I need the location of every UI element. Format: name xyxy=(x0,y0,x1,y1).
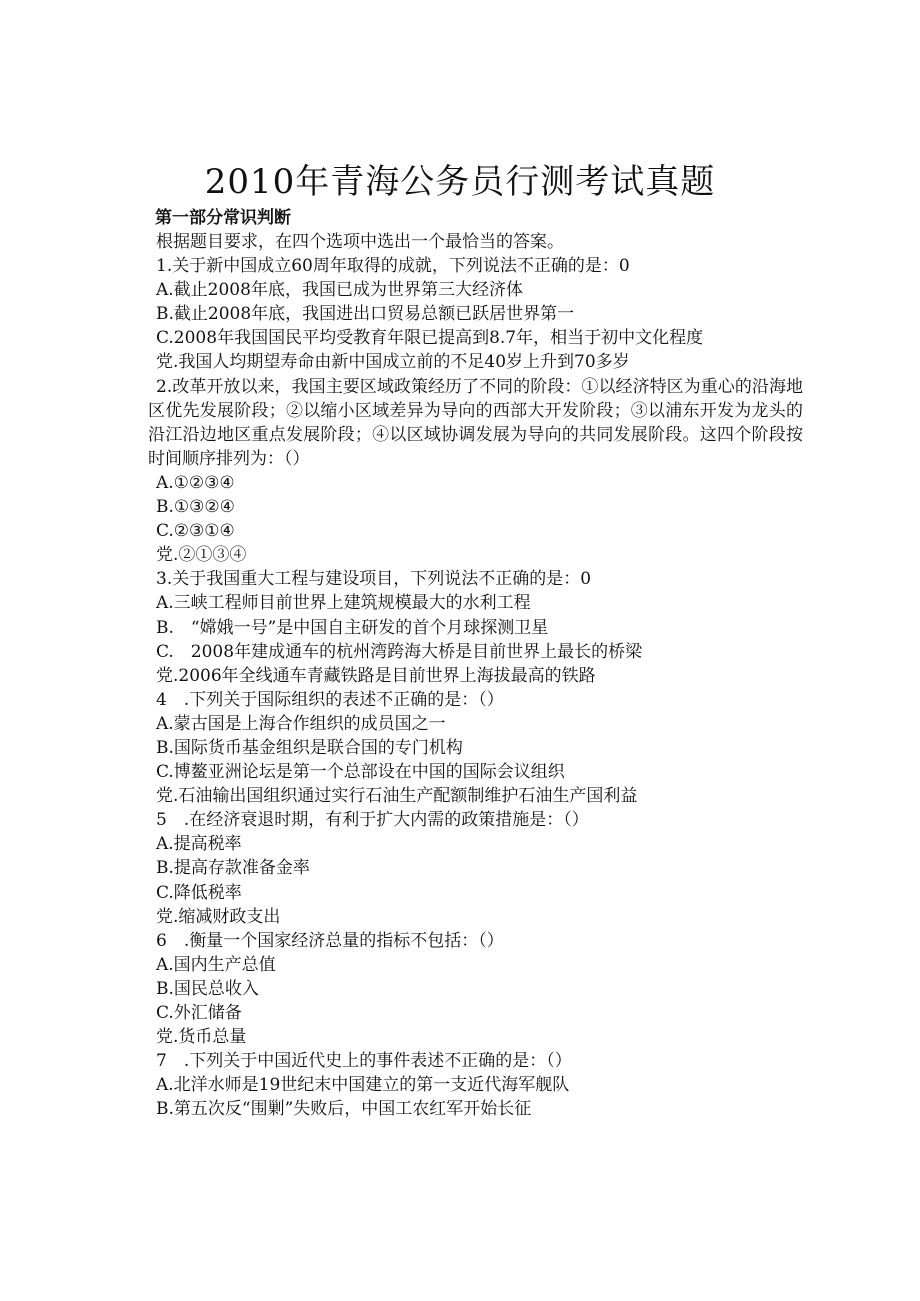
question-7-option-a: A.北洋水师是19世纪末中国建立的第一支近代海军舰队 xyxy=(156,1075,570,1096)
instruction-text: 根据题目要求，在四个选项中选出一个最恰当的答案。 xyxy=(156,232,564,252)
question-3-stem: 3.关于我国重大工程与建设项目，下列说法不正确的是：0 xyxy=(156,569,592,590)
question-list xyxy=(148,230,803,1121)
question-3-option-d: 党.2006年全线通车青藏铁路是目前世界上海拔最高的铁路 xyxy=(156,665,596,686)
question-1-option-d: 党.我国人均期望寿命由新中国成立前的不足40岁上升到70多岁 xyxy=(156,352,630,373)
question-4-option-d: 党.石油输出国组织通过实行石油生产配额制维护石油生产国利益 xyxy=(156,786,638,807)
question-3-option-a: A.三峡工程师目前世界上建筑规模最大的水利工程 xyxy=(156,593,531,614)
question-6-option-a: A.国内生产总值 xyxy=(156,954,276,975)
question-5-option-d: 党.缩减财政支出 xyxy=(156,906,281,927)
question-2-option-d: 党.②①③④ xyxy=(156,545,247,566)
question-2-option-b: B.①③②④ xyxy=(156,497,235,518)
question-4-stem: 4 .下列关于国际组织的表述不正确的是：（） xyxy=(156,689,504,710)
question-7-stem: 7 .下列关于中国近代史上的事件表述不正确的是：（） xyxy=(156,1051,572,1072)
question-6-option-b: B.国民总收入 xyxy=(156,978,259,999)
question-7-option-b: B.第五次反“围剿”失败后，中国工农红军开始长征 xyxy=(156,1099,532,1120)
question-5-option-a: A.提高税率 xyxy=(156,834,242,855)
question-6-option-c: C.外汇储备 xyxy=(156,1003,242,1023)
question-2-option-c: C.②③①④ xyxy=(156,521,235,542)
question-3-option-c: C. 2008年建成通车的杭州湾跨海大桥是目前世界上最长的桥梁 xyxy=(156,641,643,662)
question-4-option-b: B.国际货币基金组织是联合国的专门机构 xyxy=(156,737,463,758)
page-title: 2010年青海公务员行测考试真题 xyxy=(204,162,716,202)
question-1-option-c: C.2008年我国国民平均受教育年限已提高到8.7年，相当于初中文化程度 xyxy=(156,328,704,349)
question-5-stem: 5 .在经济衰退时期，有利于扩大内需的政策措施是：（） xyxy=(156,810,589,831)
question-1-option-a: A.截止2008年底，我国已成为世界第三大经济体 xyxy=(156,280,523,301)
question-2-stem: 2.改革开放以来，我国主要区域政策经历了不同的阶段：①以经济特区为重心的沿海地区优先发展阶段；②以缩小区域差异为导向的西部大开发阶段；③以浦东开发为龙头的沿江沿边地区重点发展阶段；④以区域协调发展为导向的共同发展阶段。这四个阶段按时间顺序排列为：（） xyxy=(148,376,803,469)
section-heading: 第一部分常识判断 xyxy=(155,208,291,228)
question-5-option-c: C.降低税率 xyxy=(156,882,242,903)
question-4-option-a: A.蒙古国是上海合作组织的成员国之一 xyxy=(156,713,446,734)
question-3-option-b: B. “嫦娥一号”是中国自主研发的首个月球探测卫星 xyxy=(156,617,549,638)
question-1-stem: 1.关于新中国成立60周年取得的成就，下列说法不正确的是：0 xyxy=(156,256,630,277)
question-2-option-a: A.①②③④ xyxy=(156,472,235,493)
question-5-option-b: B.提高存款准备金率 xyxy=(156,858,310,879)
question-4-option-c: C.博鳌亚洲论坛是第一个总部设在中国的国际会议组织 xyxy=(156,762,565,783)
question-1-option-b: B.截止2008年底，我国进出口贸易总额已跃居世界第一 xyxy=(156,304,575,325)
question-6-stem: 6 .衡量一个国家经济总量的指标不包括：（） xyxy=(156,930,504,951)
question-6-option-d: 党.货币总量 xyxy=(156,1027,247,1048)
